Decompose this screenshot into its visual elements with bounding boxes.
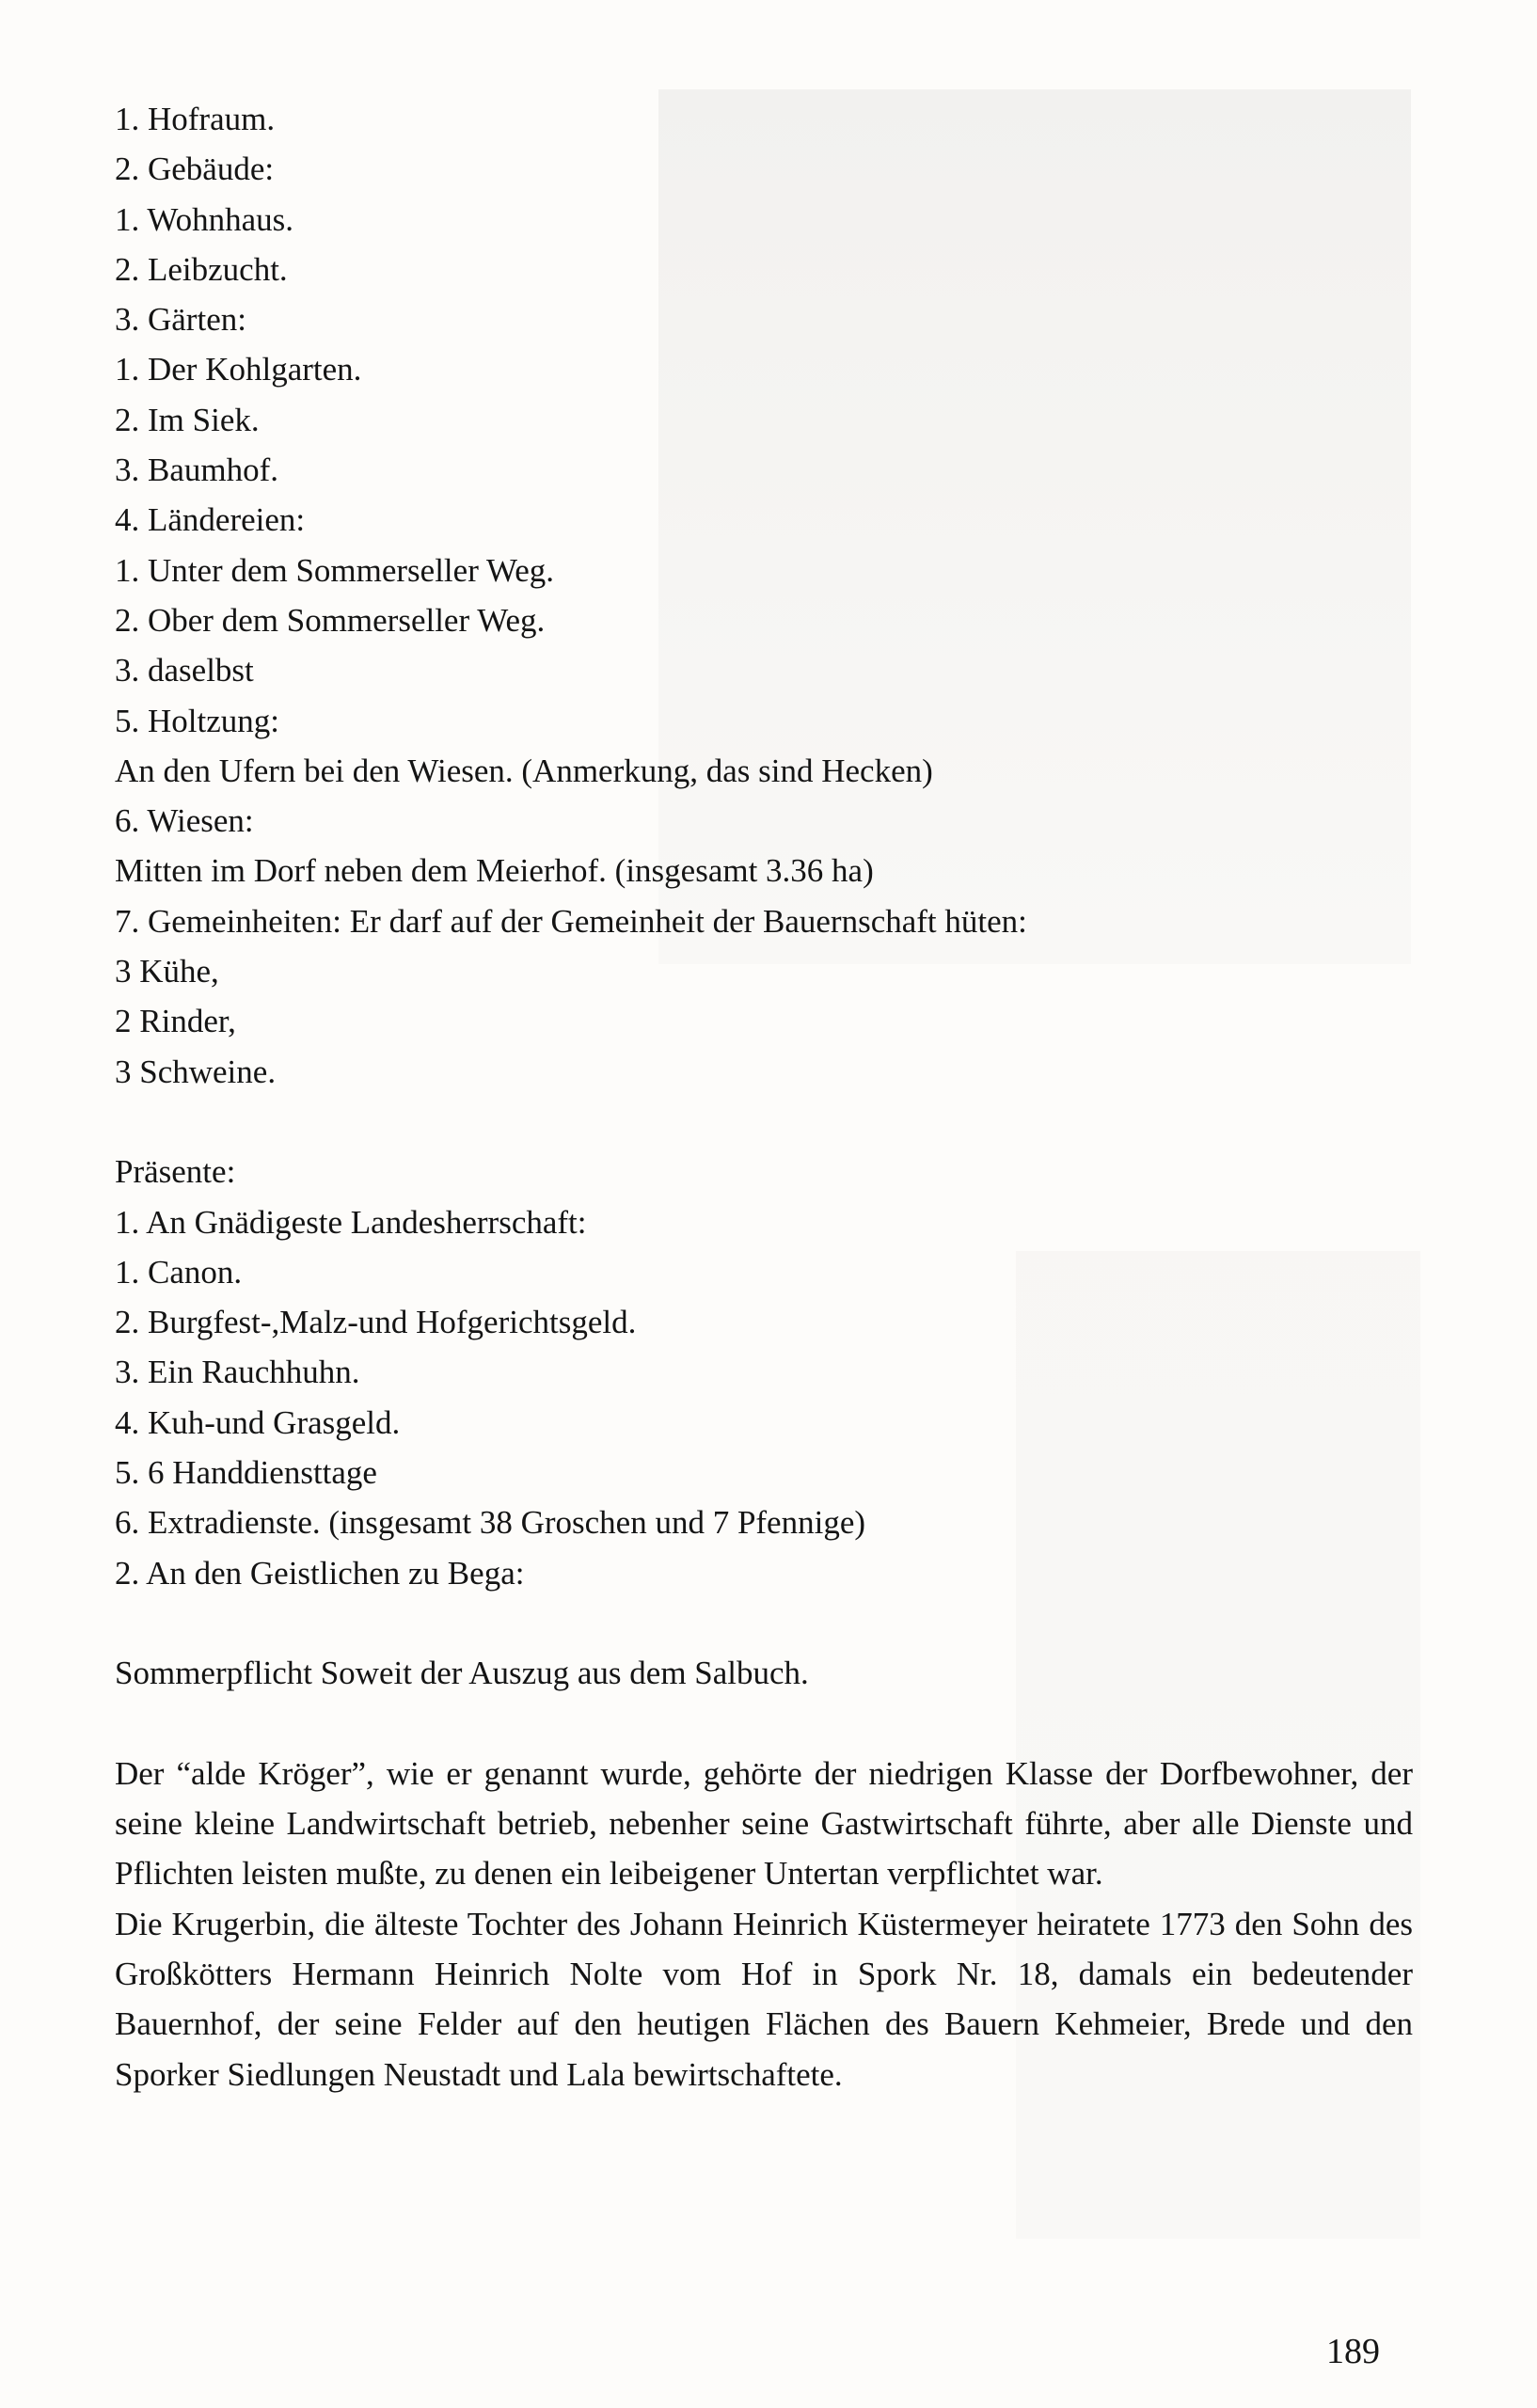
list-line: Mitten im Dorf neben dem Meierhof. (insgesamt 3.36 ha) [115,852,874,890]
list-line: 1. Hofraum. [115,101,276,137]
praesente-list [115,1147,1413,1598]
list-line: 2. Leibzucht. [115,250,288,288]
blank-line [115,1097,1413,1147]
list-line: 1. Canon. [115,1253,243,1291]
list-line: 5. Holtzung: [115,702,279,739]
list-line: 3. Gärten: [115,301,246,339]
section-heading: Präsente: [115,1153,236,1191]
inventory-list [115,94,1413,1097]
list-line: 6. Extradienste. (insgesamt 38 Groschen und 7 Pfennige) [115,1504,866,1542]
page-number: 189 [1326,2332,1380,2371]
paragraph-krugerbin: Die Krugerbin, die älteste Tochter des Johann Heinrich Küstermeyer heiratete 1773 den Sohn des Großkötters Hermann Heinrich Nolte vom Hof in Spork Nr. 18, damals ein bedeutender Bauernhof, der seine Felder auf den heutigen Flächen des Bauern Kehmeier, Brede und den Sporker Siedlungen Neustadt und Lala bewirtschaftete. [115,1905,1413,2093]
list-line: An den Ufern bei den Wiesen. (Anmerkung, das sind Hecken) [115,752,933,789]
list-line: 2. Gebäude: [115,150,275,188]
blank-line [115,1699,1413,1749]
list-line: 1. Wohnhaus. [115,200,294,238]
list-line: 5. 6 Handdiensttage [115,1454,377,1492]
list-line: 2. An den Geistlichen zu Bega: [115,1554,525,1592]
list-line: 2 Rinder, [115,1003,236,1040]
list-line: 3. Ein Rauchhuhn. [115,1354,360,1391]
page-content [115,94,1413,2099]
paragraph-kroeger: Der “alde Kröger”, wie er genannt wurde, gehörte der niedrigen Klasse der Dorfbewohner, der seine kleine Landwirtschaft betrieb, nebenher seine Gastwirtschaft führte, aber alle Dienste und Pflichten leisten mußte, zu denen ein leibeigener Untertan verpflichtet war. [115,1754,1413,1893]
list-line: 3. Baumhof. [115,452,279,489]
summary-line: Sommerpflicht Soweit der Auszug aus dem Salbuch. [115,1655,809,1692]
list-line: 3. daselbst [115,652,254,689]
blank-line [115,1598,1413,1648]
list-line: 2. Im Siek. [115,401,260,438]
list-line: 4. Ländereien: [115,501,306,539]
list-line: 1. An Gnädigeste Landesherrschaft: [115,1203,587,1241]
list-line: 3 Kühe, [115,953,219,990]
list-line: 1. Der Kohlgarten. [115,351,362,388]
list-line: 2. Burgfest-,Malz-und Hofgerichtsgeld. [115,1304,637,1341]
list-line: 4. Kuh-und Grasgeld. [115,1403,401,1441]
list-line: 6. Wiesen: [115,802,254,840]
list-line: 1. Unter dem Sommerseller Weg. [115,551,554,589]
list-line: 2. Ober dem Sommerseller Weg. [115,601,546,639]
list-line: 3 Schweine. [115,1053,277,1090]
list-line: 7. Gemeinheiten: Er darf auf der Gemeinheit der Bauernschaft hüten: [115,902,1027,940]
